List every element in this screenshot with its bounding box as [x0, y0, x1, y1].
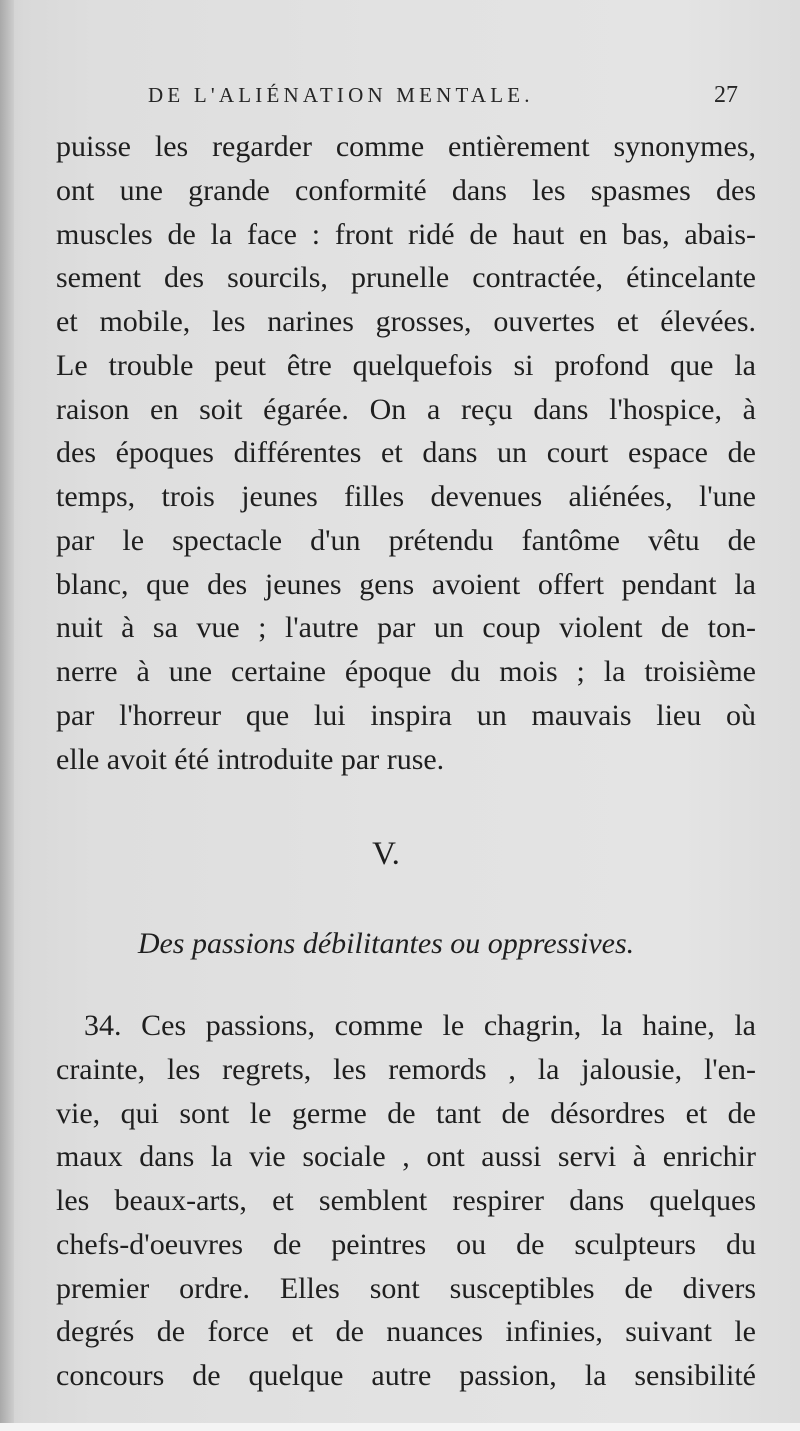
text-line: premier ordre. Elles sont susceptibles de divers [56, 1271, 756, 1305]
text-line: chefs-d'oeuvres de peintres ou de sculpteurs du [56, 1227, 756, 1261]
section-number: V. [372, 836, 400, 872]
text-line: crainte, les regrets, les remords , la jalousie, l'en- [56, 1052, 756, 1086]
running-title: DE L'ALIÉNATION MENTALE. [148, 83, 534, 107]
section-title: Des passions débilitantes ou oppressives. [137, 927, 635, 960]
text-line: les beaux-arts, et semblent respirer dans quelques [56, 1184, 756, 1217]
running-head [148, 80, 738, 110]
text-line: puisse les regarder comme entièrement synonymes, [56, 130, 756, 163]
text-line: concours de quelque autre passion, la sensibilité [56, 1359, 756, 1392]
text-line: 34. Ces passions, comme le chagrin, la haine, la [84, 1009, 756, 1042]
text-line: maux dans la vie sociale , ont aussi servi à enrichir [56, 1140, 756, 1174]
text-line: par le spectacle d'un prétendu fantôme vêtu de [56, 523, 756, 557]
text-line: et mobile, les narines grosses, ouvertes et élevées. [56, 305, 756, 338]
page-number: 27 [714, 82, 738, 108]
text-line: sement des sourcils, prunelle contractée, étincelante [56, 261, 756, 295]
text-line: elle avoit été introduite par ruse. [56, 742, 445, 776]
text-line: temps, trois jeunes filles devenues aliénées, l'une [56, 480, 756, 513]
text-line: par l'horreur que lui inspira un mauvais lieu où [56, 698, 756, 732]
text-line: nuit à sa vue ; l'autre par un coup violent de ton- [56, 611, 756, 645]
text-line: ont une grande conformité dans les spasmes des [56, 173, 756, 207]
paragraph-2 [56, 1004, 756, 1398]
text-line: degrés de force et de nuances infinies, suivant le [56, 1315, 756, 1349]
text-line: des époques différentes et dans un court espace de [56, 436, 756, 470]
text-line: nerre à une certaine époque du mois ; la troisième [56, 655, 756, 688]
text-line: muscles de la face : front ridé de haut en bas, abais- [56, 217, 756, 251]
text-line: raison en soit égarée. On a reçu dans l'hospice, à [56, 392, 756, 426]
text-line: blanc, que des jeunes gens avoient offert pendant la [56, 567, 756, 601]
text-line: Le trouble peut être quelquefois si profond que la [56, 348, 756, 382]
paragraph-1 [56, 125, 756, 781]
text-line: vie, qui sont le germe de tant de désordres et de [56, 1096, 756, 1130]
